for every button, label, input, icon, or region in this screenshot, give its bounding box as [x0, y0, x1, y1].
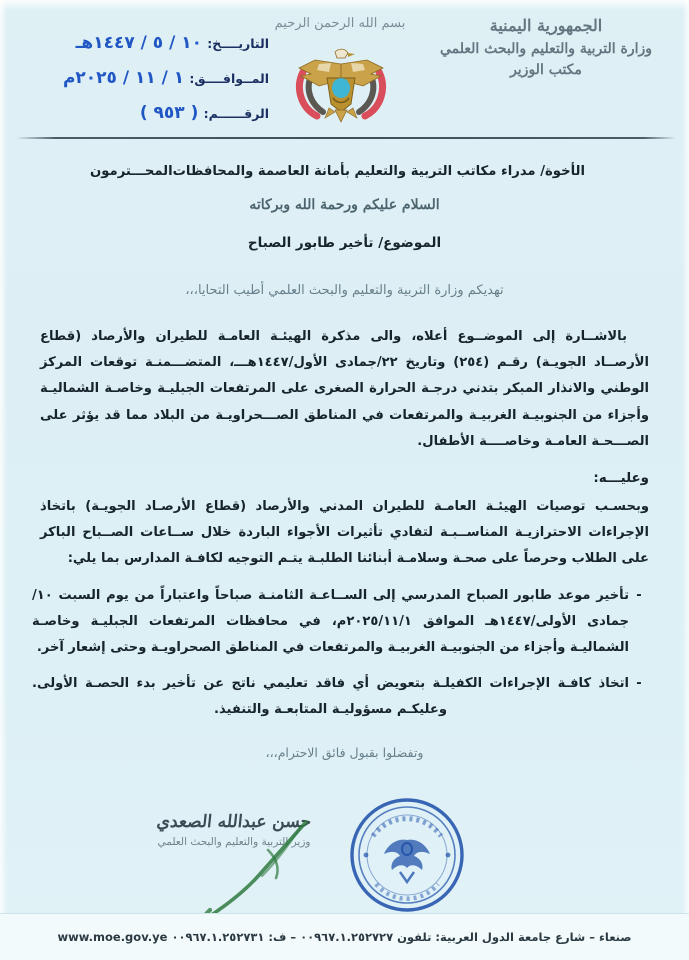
footer-website[interactable]: www.moe.gov.ye	[57, 930, 168, 944]
footer-address: صنعاء – شارع جامعة الدول العربية: تلفون ٠٠٩٦٧.١.٢٥٢٧٢٧ – ف: ٠٠٩٦٧.١.٢٥٢٧٣١	[171, 930, 632, 944]
gregorian-label: المــوافــــق:	[189, 70, 269, 86]
signature-title: وزير التربية والتعليم والبحث العلمي	[157, 836, 311, 848]
letter-header	[0, 0, 689, 140]
bullet-text: تأخير موعد طابور الصباح المدرسي إلى الســاعـة الثامنـة صباحاً واعتباراً من يوم السبت ١٠/جمادى الأولى/١٤٤٧هـ الموافق ٢٠٢٥/١١/١م، في محافظات المرتفعات الجبليـة وخاصـة الشماليـة وأجزاء من الجنوبيـة الغربيـة والمرتفعات في المناطق الصحراويـة وحتى إشعار آخر.	[32, 587, 630, 655]
meta-row-gregorian	[19, 61, 269, 96]
yemen-eagle-emblem-icon	[285, 42, 397, 124]
paragraph-one: بالاشــارة إلى الموضــوع أعلاه، والى مذكرة الهيئـة العامـة للطيران والأرصاد (قطاع الأرصــاد الجويـة) رقـم (٢٥٤) وتاريخ ٢٢/جمادى الأول/١٤٤٧هـــ، المتضـــمنـة توقعات المركز الوطني والانذار المبكر بتدني درجـة الحرارة الصغرى على المرتفعات الجبليـة وخاصـة الشماليـة وأجزاء من الجنوبيـة الغربيـة والمرتفعات في المناطق الصـــحراويـة من البلاد مما قد يؤثر على الصـــحـة العامـة وخاصــــة الأطفال.	[40, 329, 649, 449]
section-label-wa-alayhi: وعليـــه:	[593, 470, 649, 486]
number-label: الرقــــــم:	[203, 105, 269, 121]
gregorian-value: ١ / ١١ / ٢٠٢٥م	[62, 67, 185, 88]
signature-area	[0, 790, 689, 925]
letterhead	[421, 14, 671, 82]
addressee-row	[32, 164, 657, 179]
signature-name: حسن عبدالله الصعدي	[155, 812, 313, 832]
footer-contact	[58, 930, 632, 944]
signature-block	[109, 812, 359, 848]
letterhead-office: مكتب الوزير	[510, 62, 582, 79]
date-label: التاريــــخ:	[207, 36, 269, 51]
header-divider	[16, 137, 676, 139]
date-value: ١٠ / ٥ / ١٤٤٧هـ	[75, 33, 202, 53]
subject-line: الموضوع/ تأخير طابور الصباح	[247, 235, 442, 251]
official-round-seal-icon	[348, 796, 466, 914]
list-item	[32, 671, 657, 723]
respected-label: المحـــترمون	[90, 164, 173, 179]
bullet-dash-icon: -	[636, 676, 642, 692]
meta-row-number	[19, 96, 269, 131]
closing-line: وتفضلوا بقبول فائق الاحترام،،،	[265, 745, 424, 761]
number-value: ( ٩٥٣ )	[139, 102, 199, 123]
greeting-line: تهديكم وزارة التربية والتعليم والبحث العلمي أطيب التحايا،،،	[185, 283, 504, 298]
paragraph-two: وبحسـب توصيات الهيئـة العامـة للطيران المدني والأرصاد (قطاع الأرصـاد الجويـة) باتخاذ الإجراءات الاحترازيـة المناســبـة لتفادي تأثيرات الأجواء الباردة خلال ســاعات الصــباح الباكر على الطلاب وحرصاً على صحـة وسلامـة أبنائنا الطلبـة يتـم التوجيه لكافـة المدارس بما يلي:	[40, 498, 649, 567]
bullet-text: اتخاذ كافـة الإجراءات الكفيلـة بتعويض أي فاقد تعليمي ناتج عن تأخير بدء الحصـة الأولى. وعليكـم مسؤوليـة المتابعـة والتنفيذ.	[32, 676, 629, 718]
salutation-line: السلام عليكم ورحمة الله وبركاته	[249, 197, 440, 213]
letter-meta	[19, 26, 269, 131]
letterhead-ministry: وزارة التربية والتعليم والبحث العلمي	[439, 40, 653, 57]
list-item	[32, 583, 657, 662]
bullet-dash-icon: -	[636, 587, 642, 603]
letter-body	[0, 152, 689, 760]
basmala-text: بسم الله الرحمن الرحيم	[274, 16, 406, 31]
letterhead-republic: الجمهورية اليمنية	[489, 16, 603, 35]
letter-footer	[0, 913, 689, 960]
directives-list	[32, 583, 657, 724]
meta-row-date	[19, 26, 269, 61]
addressee-line: الأخوة/ مدراء مكاتب التربية والتعليم بأمانة العاصمة والمحافظات	[172, 164, 585, 179]
